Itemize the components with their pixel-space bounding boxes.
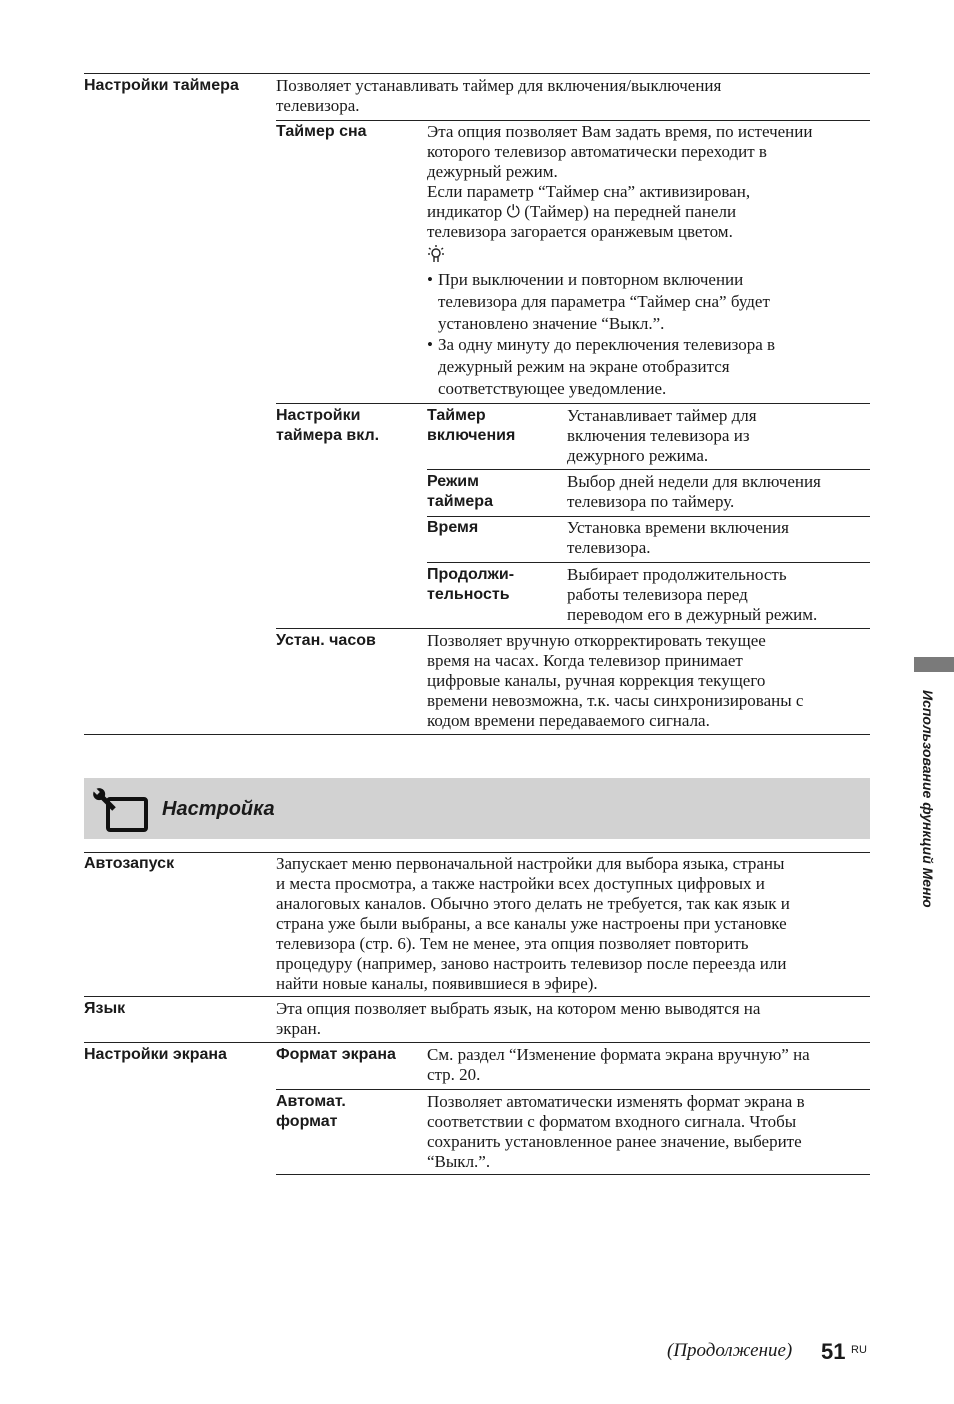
row-rule	[276, 628, 870, 629]
on-timer-row-label: Таймер включения	[427, 407, 516, 444]
row-rule	[427, 469, 870, 470]
sleep-timer-desc: Эта опция позволяет Вам задать время, по истечении которого телевизор автоматически переходит в дежурный режим. Если параметр “Таймер сна” активизирован, индикатор ⏻ (Таймер) на передней панели телевизора загорается оранжевым цветом.	[427, 122, 813, 241]
row-rule	[276, 120, 870, 121]
tip-item: • При выключении и повторном включении телевизора для параметра “Таймер сна” будет установлено значение “Выкл.”.	[427, 270, 770, 333]
timer-mode-label: Режим таймера	[427, 473, 493, 510]
table-top-rule	[84, 73, 870, 74]
continued-text: (Продолжение)	[667, 1340, 793, 1361]
tip-item: • За одну минуту до переключения телевизора в дежурный режим на экране отобразится соответствующее уведомление.	[427, 335, 776, 398]
screen-format-desc: См. раздел “Изменение формата экрана вручную” на стр. 20.	[427, 1045, 810, 1084]
duration-label: Продолжи- тельность	[427, 566, 515, 603]
row-rule	[84, 996, 870, 997]
timer-mode-desc: Выбор дней недели для включения телевизора по таймеру.	[567, 472, 821, 511]
auto-format-desc: Позволяет автоматически изменять формат экрана в соответствии с форматом входного сигнала. Чтобы сохранить установленное ранее значение, выберите “Выкл.”.	[427, 1092, 805, 1171]
table-bottom-rule	[84, 734, 870, 735]
timer-settings-label: Настройки таймера	[84, 77, 239, 94]
page-number: 51	[821, 1339, 846, 1364]
on-timer-row-desc: Устанавливает таймер для включения телевизора из дежурного режима.	[567, 406, 757, 465]
row-rule	[84, 1042, 870, 1043]
lightbulb-tip-icon	[427, 244, 445, 264]
row-rule	[427, 562, 870, 563]
autostart-desc: Запускает меню первоначальной настройки для выбора языка, страны и места просмотра, а также настройки всех доступных цифровых и аналоговых каналов. Обычно этого делать не требуется, так как язык и страна уже были выбраны, а все каналы уже настроены при установке телевизора (стр. 6). Тем не менее, эта опция позволяет повторить процедуру (например, заново настроить телевизор после переезда или найти новые каналы, появившиеся в эфире).	[276, 854, 790, 993]
clock-set-desc: Позволяет вручную откорректировать текущее время на часах. Когда телевизор принимает цифровые каналы, ручная коррекция текущего времени невозможна, т.к. часы синхронизированы с кодом времени передаваемого сигнала.	[427, 631, 804, 730]
screen-format-label: Формат экрана	[276, 1046, 396, 1063]
wrench-tv-icon	[90, 784, 152, 836]
language-label: Язык	[84, 1000, 126, 1017]
autostart-label: Автозапуск	[84, 855, 175, 872]
table-bottom-rule	[276, 1174, 870, 1175]
language-desc: Эта опция позволяет выбрать язык, на котором меню выводятся на экран.	[276, 999, 761, 1038]
duration-desc: Выбирает продолжительность работы телевизора перед переводом его в дежурный режим.	[567, 565, 818, 624]
language-code: RU	[851, 1344, 867, 1356]
side-tab-marker	[914, 657, 954, 672]
row-rule	[427, 516, 870, 517]
clock-set-label: Устан. часов	[276, 632, 376, 649]
row-rule	[276, 403, 870, 404]
table-top-rule	[84, 852, 870, 853]
timer-settings-intro: Позволяет устанавливать таймер для включения/выключения телевизора.	[276, 76, 722, 115]
side-tab-text: Использование функций Меню	[920, 690, 936, 908]
sleep-timer-label: Таймер сна	[276, 123, 367, 140]
on-timer-settings-label: Настройки таймера вкл.	[276, 407, 380, 444]
row-rule	[276, 1089, 870, 1090]
screen-settings-label: Настройки экрана	[84, 1046, 227, 1063]
time-label: Время	[427, 519, 479, 536]
section-title: Настройка	[162, 798, 275, 820]
time-desc: Установка времени включения телевизора.	[567, 518, 789, 557]
auto-format-label: Автомат. формат	[276, 1093, 346, 1130]
